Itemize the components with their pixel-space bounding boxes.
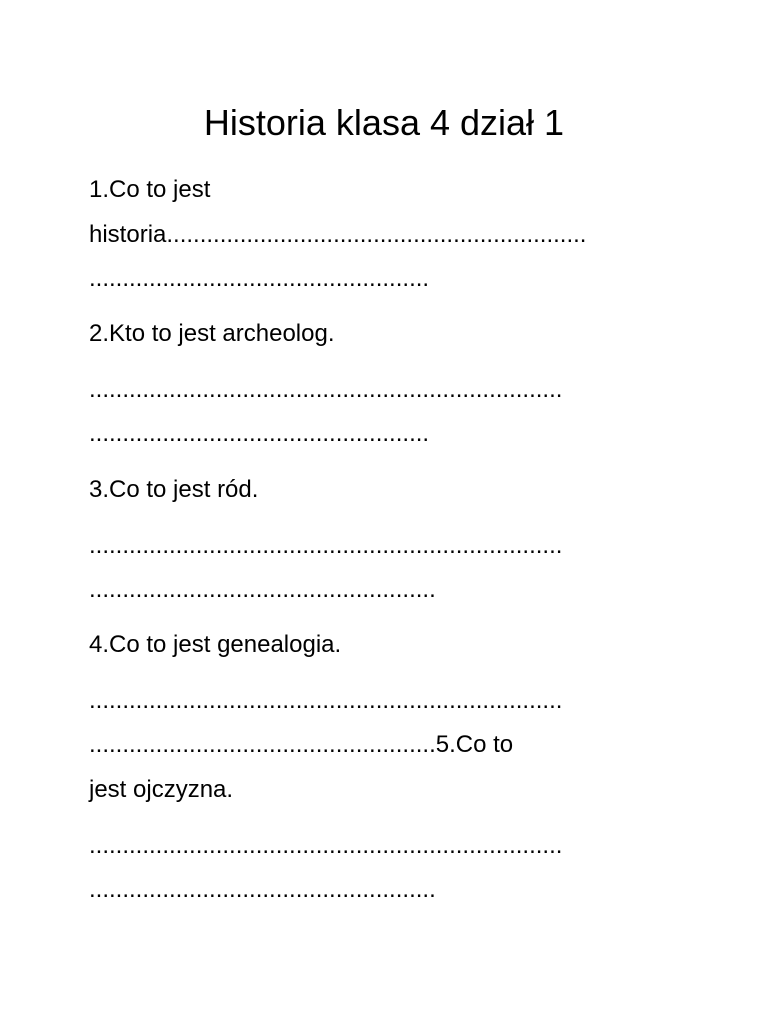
answer-1-line-1: historia............................................................... xyxy=(89,221,587,248)
answer-4-line-1: ....................................................................... xyxy=(89,687,563,714)
answer-5-line-1: ....................................................................... xyxy=(89,832,563,859)
question-5-text: jest ojczyzna. xyxy=(89,776,234,803)
question-4-text: 4.Co to jest genealogia. xyxy=(89,631,342,658)
answer-5-line-2: .................................................... xyxy=(89,876,436,903)
answer-2-line-2: ................................................... xyxy=(89,420,430,447)
answer-4-line-2-with-question-5: ....................................................5.Co to xyxy=(89,731,514,758)
answer-3-line-2: .................................................... xyxy=(89,576,436,603)
answer-2-line-1: ....................................................................... xyxy=(89,376,563,403)
question-3-text: 3.Co to jest ród. xyxy=(89,476,259,503)
answer-3-line-1: ....................................................................... xyxy=(89,532,563,559)
question-1-text: 1.Co to jest xyxy=(89,176,211,203)
worksheet-title: Historia klasa 4 dział 1 xyxy=(203,102,565,143)
question-2-text: 2.Kto to jest archeolog. xyxy=(89,320,335,347)
answer-1-line-2: ................................................... xyxy=(89,265,430,292)
